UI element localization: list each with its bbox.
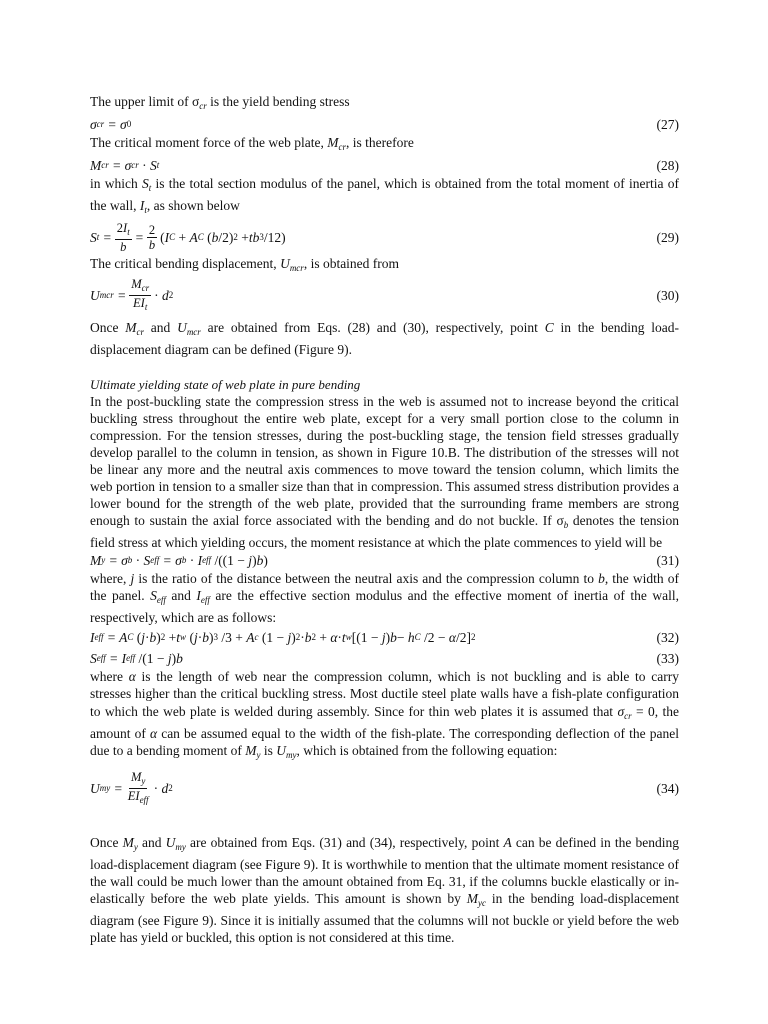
paragraph-once-my: Once $M_y$ and $U_{my}$ are obtained from Eqs. (31) and (34), respectively, point A can be defined in the bending load-displacement diagram (see Figure 9). It is worthwhile to mention that the ultimate moment resistance of the wall could be much lower than the amount obtained from Eq. 31, if the columns buckle elastically or in-elastically before the web plate yields. This amount is shown by $M_{yc}$ in the bending load-displacement diagram (see Figure 9). Since it is initially assumed that the columns will not buckle or yield before the web plate has yield or buckled, this option is not considered at this time.	[90, 835, 679, 946]
document-page	[90, 93, 679, 946]
equation-34: U my = $\frac{M_y}{EI_{eff}}$ · d 2 (34)	[90, 769, 679, 805]
paragraph-section-modulus: in which $S_t$ is the total section modulus of the panel, which is obtained from the total moment of inertia of the wall, $I_t$, as shown below	[90, 176, 679, 215]
equation-28: M cr = σ cr · S t (28)	[90, 158, 679, 173]
equation-29: S t = $\frac{2I_t}{b}$ = $\frac{2}{b}$ ( I C + A C ( b /2) 2 + tb 3 /12) (29)	[90, 220, 679, 254]
paragraph-where-alpha: where α is the length of web near the compression column, which is not buckling and is able to carry stresses higher than the critical buckling stress. Most ductile steel plate walls have a fish-plate configuration to which the web plate is welded during assembly. Since for thin web plates it is assumed that $\sigma_{cr} = 0$, the amount of α can be assumed equal to the width of the fish-plate. The corresponding deflection of the panel due to a bending moment of $M_y$ is $U_{my}$, which is obtained from the following equation:	[90, 669, 679, 761]
equation-number-34: (34)	[656, 780, 679, 796]
equation-33: S eff = I eff /(1 − j ) b (33)	[90, 650, 679, 666]
equation-27: σ cr = σ 0 (27)	[90, 117, 679, 132]
section-heading: Ultimate yielding state of web plate in pure bending	[90, 377, 361, 392]
paragraph-upper-limit: The upper limit of $\sigma_{cr}$ is the yield bending stress	[90, 94, 350, 111]
equation-number-31: (31)	[656, 553, 679, 568]
equation-number-30: (30)	[656, 287, 679, 303]
equation-32: I eff = A C ( j · b ) 2 + t w ( j · b ) 3 /3 + A c (1 − j ) 2 · b 2 + α · t w [(1 − j ) b − h C /2 − α /2] 2 (32)	[90, 629, 679, 645]
equation-number-33: (33)	[656, 650, 679, 666]
equation-number-29: (29)	[656, 229, 679, 245]
paragraph-once-mcr: Once $M_{cr}$ and $U_{mcr}$ are obtained from Eqs. (28) and (30), respectively, point C in the bending load-displacement diagram can be defined (Figure 9).	[90, 320, 680, 357]
paragraph-where-j: where, j is the ratio of the distance between the neutral axis and the compression column to b, the width of the panel. $S_{eff}$ and $I_{eff}$ are the effective section modulus and the effective moment of inertia of the wall, respectively, which are as follows:	[90, 571, 679, 625]
equation-number-28: (28)	[656, 158, 679, 173]
paragraph-post-buckling: In the post-buckling state the compression stress in the web is assumed not to increase beyond the critical buckling stress throughout the entire web plate, except for a very small portion close to the column in compression. For the tension stresses, during the post-buckling stage, the tension field stresses gradually develop parallel to the column in tension, as shown in Figure 10.B. The distribution of the stresses will not be linear any more and the neutral axis commences to move toward the tension column, which limits the web portion in tension to a smaller size than that in compression. This assumed stress distribution provides a lower bound for the strength of the web plate, provided that the surrounding frame members are strong enough to sustain the axial force associated with the bending and do not buckle. If $\sigma_b$ denotes the tension field stress at which yielding occurs, the moment resistance at which the plate commences to yield will be	[90, 394, 680, 550]
equation-30: U mcr = $\frac{M_{cr}}{EI_t}$ · d 2 (30)	[90, 276, 679, 312]
equation-31: M y = σ b · S eff = σ b · I eff /((1 − j ) b ) (31)	[90, 553, 679, 568]
equation-number-27: (27)	[656, 117, 679, 132]
paragraph-critical-displacement: The critical bending displacement, $U_{mcr}$, is obtained from	[90, 256, 400, 273]
paragraph-critical-moment: The critical moment force of the web plate, $M_{cr}$, is therefore	[90, 135, 414, 152]
equation-number-32: (32)	[656, 629, 679, 645]
